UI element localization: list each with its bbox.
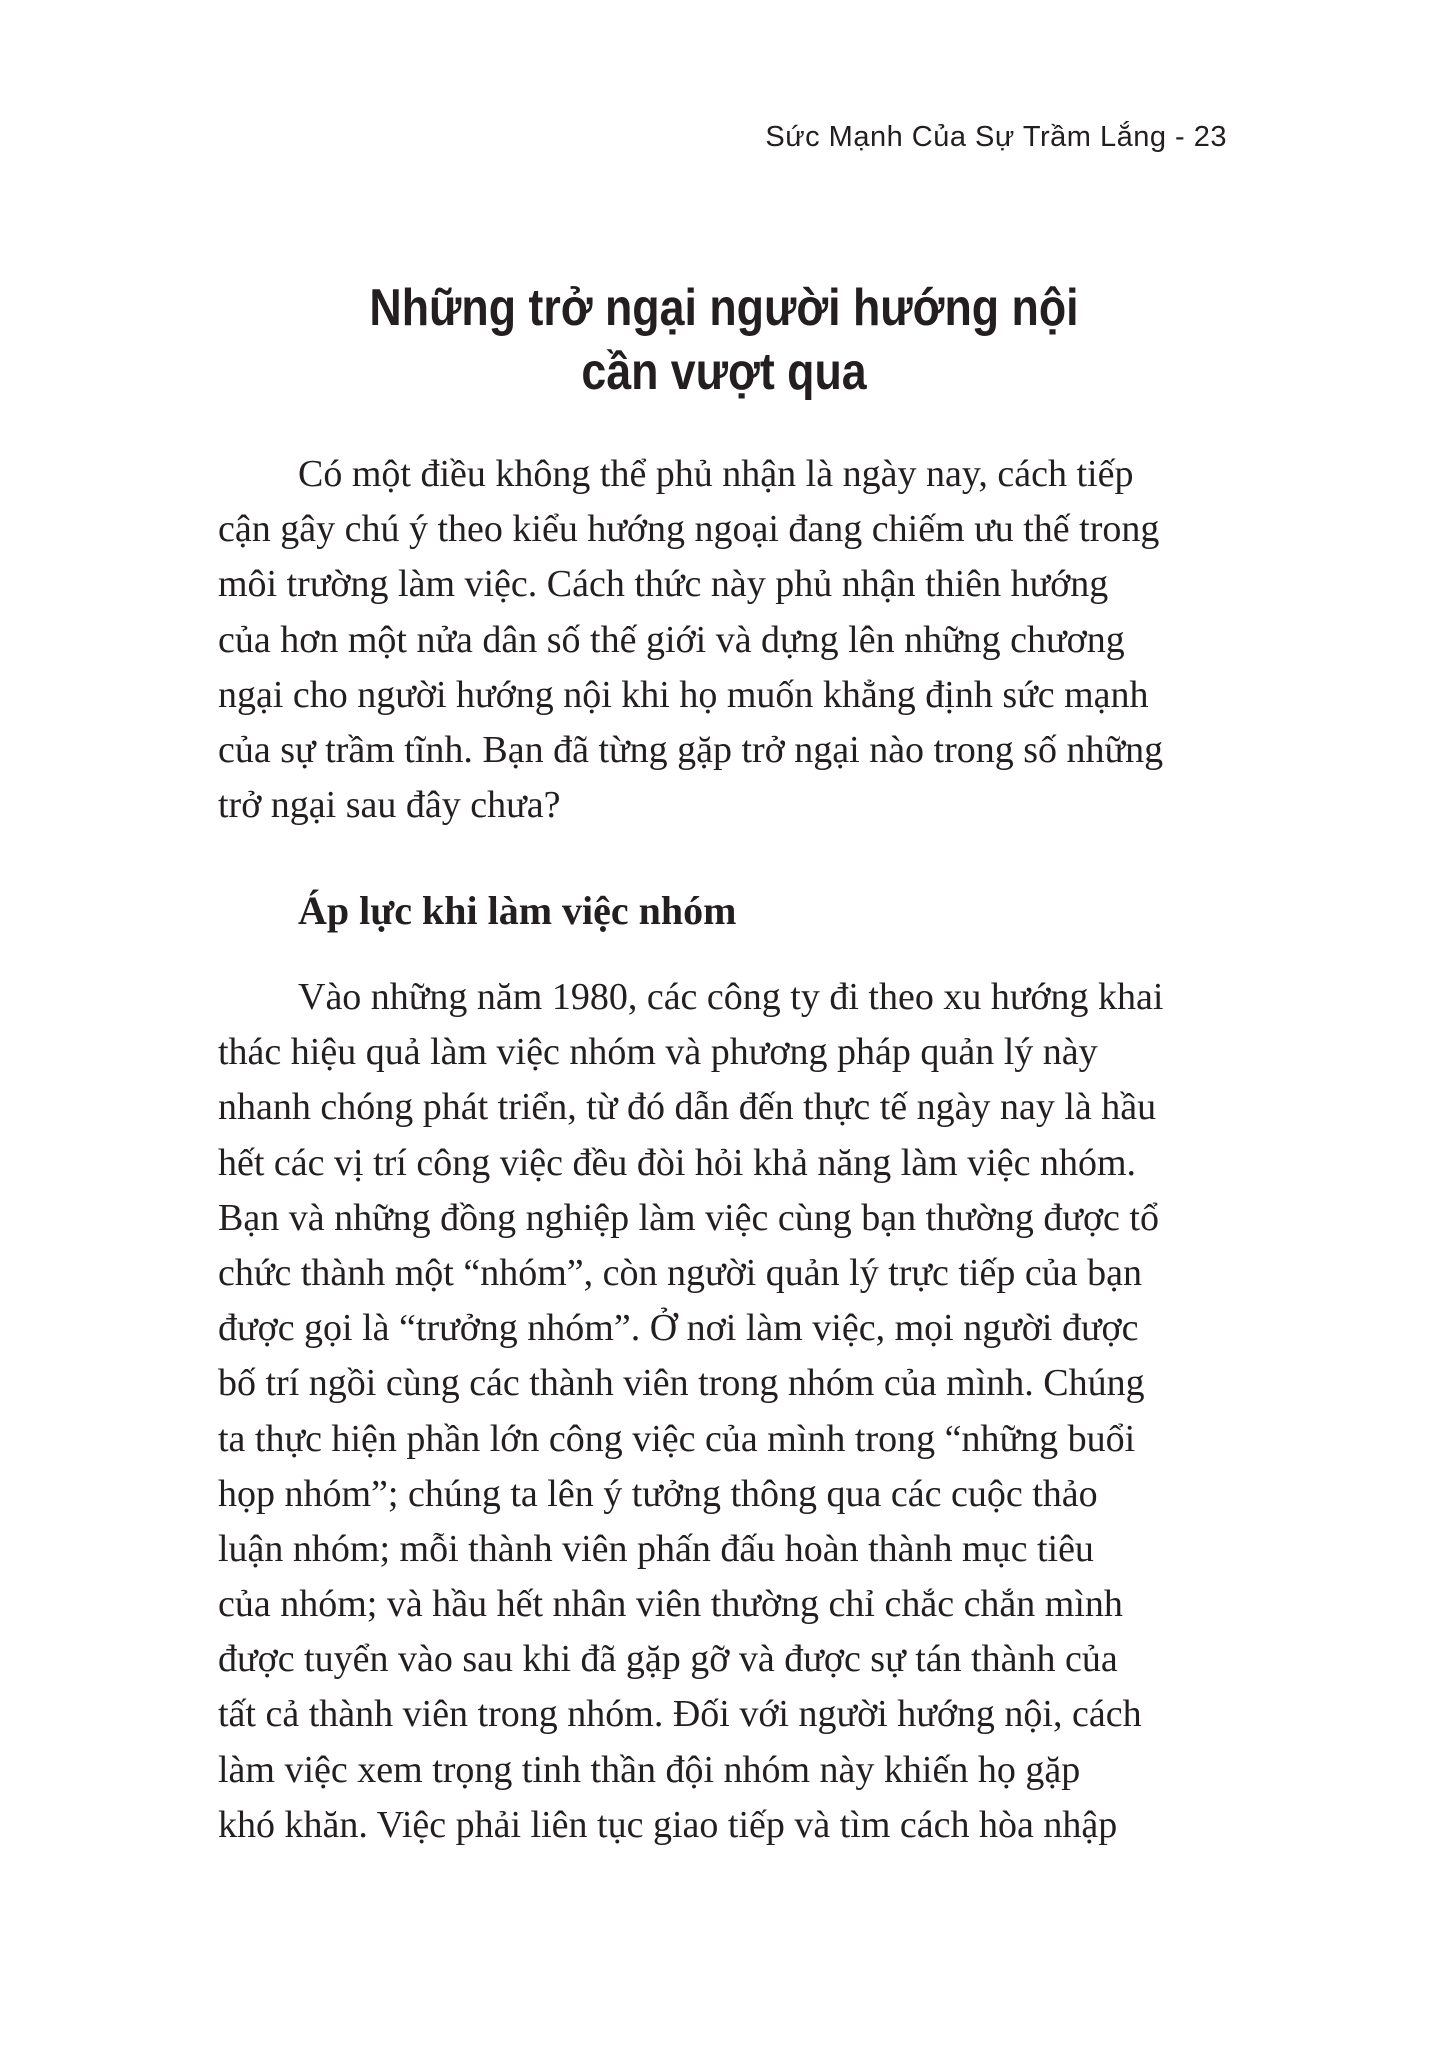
text-line: ngại cho người hướng nội khi họ muốn khẳng định sức mạnh (218, 673, 1149, 716)
section-paragraph (218, 970, 1230, 1853)
text-line: bố trí ngồi cùng các thành viên trong nhóm của mình. Chúng (218, 1362, 1145, 1405)
chapter-title-line-2: cần vượt qua (581, 343, 867, 401)
text-line: cận gây chú ý theo kiểu hướng ngoại đang chiếm ưu thế trong (218, 508, 1160, 551)
text-line: Vào những năm 1980, các công ty đi theo xu hướng khai (298, 976, 1164, 1018)
text-line: họp nhóm”; chúng ta lên ý tưởng thông qua các cuộc thảo (218, 1472, 1098, 1515)
text-line: được gọi là “trưởng nhóm”. Ở nơi làm việc, mọi người được (218, 1307, 1139, 1350)
text-line: ta thực hiện phần lớn công việc của mình trong “những buổi (218, 1417, 1136, 1460)
text-line: thác hiệu quả làm việc nhóm và phương pháp quản lý này (218, 1031, 1098, 1074)
chapter-title-line-1: Những trở ngại người hướng nội (369, 279, 1079, 337)
text-line: của nhóm; và hầu hết nhân viên thường chỉ chắc chắn mình (218, 1583, 1123, 1626)
running-header: Sức Mạnh Của Sự Trầm Lắng - 23 (765, 121, 1227, 153)
text-line: của hơn một nửa dân số thế giới và dựng lên những chương (218, 618, 1125, 661)
text-line: làm việc xem trọng tinh thần đội nhóm này khiến họ gặp (218, 1748, 1081, 1791)
text-line: tất cả thành viên trong nhóm. Đối với người hướng nội, cách (218, 1693, 1142, 1736)
text-line: Có một điều không thể phủ nhận là ngày nay, cách tiếp (298, 453, 1134, 495)
text-line: trở ngại sau đây chưa? (218, 784, 561, 827)
intro-paragraph (218, 447, 1230, 833)
text-line: của sự trầm tĩnh. Bạn đã từng gặp trở ngại nào trong số những (218, 728, 1164, 771)
text-line: luận nhóm; mỗi thành viên phấn đấu hoàn thành mục tiêu (218, 1527, 1094, 1570)
chapter-title (289, 276, 1159, 404)
text-line: nhanh chóng phát triển, từ đó dẫn đến thực tế ngày nay là hầu (218, 1086, 1157, 1129)
text-line: được tuyển vào sau khi đã gặp gỡ và được sự tán thành của (218, 1638, 1118, 1681)
text-line: hết các vị trí công việc đều đòi hỏi khả năng làm việc nhóm. (218, 1141, 1137, 1184)
text-line: Bạn và những đồng nghiệp làm việc cùng bạn thường được tổ (218, 1196, 1159, 1239)
text-line: khó khăn. Việc phải liên tục giao tiếp và tìm cách hòa nhập (218, 1803, 1118, 1846)
text-line: môi trường làm việc. Cách thức này phủ nhận thiên hướng (218, 563, 1109, 606)
section-heading: Áp lực khi làm việc nhóm (298, 888, 737, 933)
text-line: chức thành một “nhóm”, còn người quản lý trực tiếp của bạn (218, 1251, 1142, 1294)
